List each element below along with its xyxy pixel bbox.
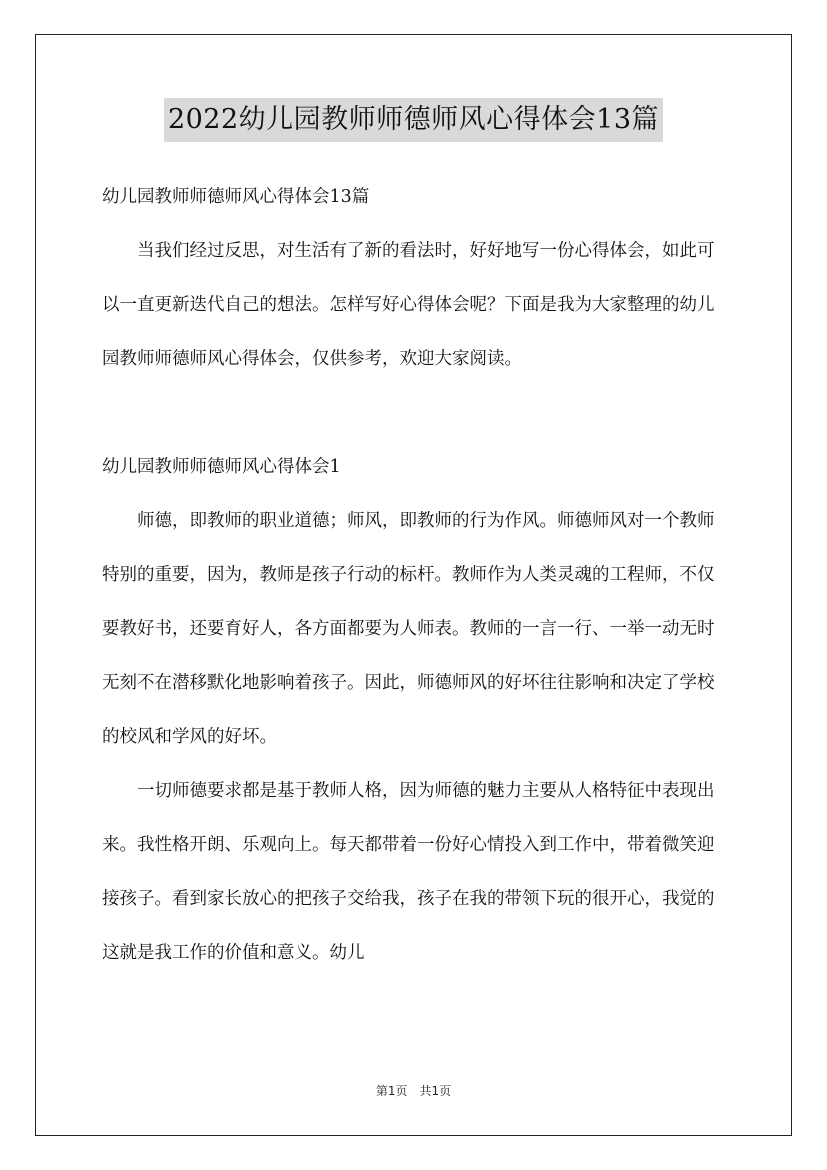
document-subtitle: 幼儿园教师师德师风心得体会13篇 xyxy=(102,187,370,207)
document-title: 2022幼儿园教师师德师风心得体会13篇 xyxy=(164,98,663,142)
page-footer: 第1页 共1页 xyxy=(375,1084,452,1098)
section-heading: 幼儿园教师师德师风心得体会1 xyxy=(102,457,341,477)
intro-paragraph: 当我们经过反思，对生活有了新的看法时，好好地写一份心得体会，如此可以一直更新迭代自己的想法。怎样写好心得体会呢？下面是我为大家整理的幼儿园教师师德师风心得体会，仅供参考，欢迎大家阅读。 xyxy=(102,241,715,369)
body-paragraph: 一切师德要求都是基于教师人格，因为师德的魅力主要从人格特征中表现出来。我性格开朗、乐观向上。每天都带着一份好心情投入到工作中，带着微笑迎接孩子。看到家长放心的把孩子交给我，孩子在我的带领下玩的很开心，我觉的这就是我工作的价值和意义。幼儿 xyxy=(102,781,715,963)
section-spacer xyxy=(102,386,730,440)
body-paragraph: 师德，即教师的职业道德；师风，即教师的行为作风。师德师风对一个教师特别的重要，因为，教师是孩子行动的标杆。教师作为人类灵魂的工程师，不仅要教好书，还要育好人，各方面都要为人师表。教师的一言一行、一举一动无时无刻不在潜移默化地影响着孩子。因此，师德师风的好坏往往影响和决定了学校的校风和学风的好坏。 xyxy=(102,511,715,747)
document-body xyxy=(102,170,730,980)
title-container xyxy=(0,98,827,142)
